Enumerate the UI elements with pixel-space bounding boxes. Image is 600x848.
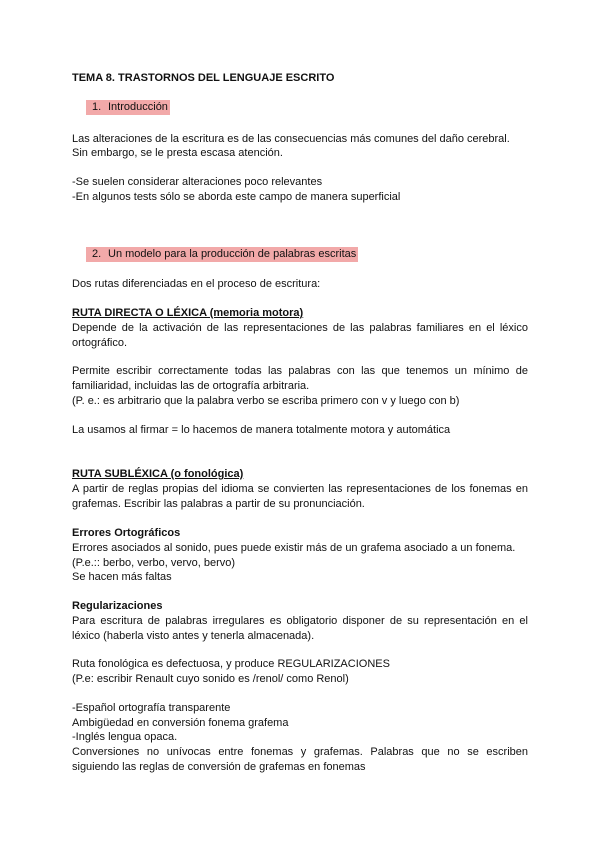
paragraph-line: (P.e.:: berbo, verbo, vervo, bervo)	[72, 557, 236, 569]
paragraph-line: Conversiones no unívocas entre fonemas y grafemas. Palabras que no se escriben	[72, 746, 528, 758]
paragraph-line: Las alteraciones de la escritura es de las consecuencias más comunes del daño cerebral.	[72, 133, 510, 145]
paragraph-line: Sin embargo, se le presta escasa atención.	[72, 147, 283, 159]
paragraph-line: Permite escribir correctamente todas las palabras con las que tenemos un mínimo de	[72, 365, 528, 377]
paragraph-line: siguiendo las reglas de conversión de grafemas en fonemas	[72, 761, 366, 773]
errores-heading: Errores Ortográficos	[72, 527, 181, 539]
paragraph-line: Dos rutas diferenciadas en el proceso de escritura:	[72, 278, 321, 290]
list-item: -Inglés lengua opaca.	[72, 731, 178, 743]
paragraph-line: La usamos al firmar = lo hacemos de manera totalmente motora y automática	[72, 424, 451, 436]
paragraph-line: grafemas. Escribir las palabras a partir de su pronunciación.	[72, 498, 365, 510]
ruta-subléxica-heading: RUTA SUBLÉXICA (o fonológica)	[72, 468, 244, 480]
paragraph-line: Depende de la activación de las representaciones de las palabras familiares en el léxico	[72, 322, 528, 334]
section-title: Un modelo para la producción de palabras escritas	[108, 248, 357, 260]
paragraph-line: Ambigüedad en conversión fonema grafema	[72, 717, 289, 729]
paragraph-line: Ruta fonológica es defectuosa, y produce REGULARIZACIONES	[72, 658, 390, 670]
list-item: -Se suelen considerar alteraciones poco relevantes	[72, 176, 323, 188]
section-number: 1.	[92, 101, 102, 113]
section-heading-introduccion	[86, 100, 170, 115]
section-title: Introducción	[108, 101, 168, 113]
paragraph-line: A partir de reglas propias del idioma se convierten las representaciones de los fonemas en	[72, 483, 528, 495]
paragraph-line: Se hacen más faltas	[72, 571, 172, 583]
section-heading-modelo	[86, 247, 358, 262]
list-item: -En algunos tests sólo se aborda este campo de manera superficial	[72, 191, 401, 203]
page-title: TEMA 8. TRASTORNOS DEL LENGUAJE ESCRITO	[72, 72, 335, 84]
paragraph-line: Para escritura de palabras irregulares es obligatorio disponer de su representación en el	[72, 615, 528, 627]
paragraph-line: (P. e.: es arbitrario que la palabra verbo se escriba primero con v y luego con b)	[72, 395, 460, 407]
paragraph-line: familiaridad, incluidas las de ortografía arbitraria.	[72, 380, 310, 392]
list-item: -Español ortografía transparente	[72, 702, 231, 714]
regularizaciones-heading: Regularizaciones	[72, 600, 163, 612]
paragraph-line: Errores asociados al sonido, pues puede existir más de un grafema asociado a un fonema.	[72, 542, 516, 554]
section-number: 2.	[92, 248, 102, 260]
paragraph-line: ortográfico.	[72, 337, 128, 349]
paragraph-line: (P.e: escribir Renault cuyo sonido es /renol/ como Renol)	[72, 673, 349, 685]
paragraph-line: léxico (haberla visto antes y tenerla almacenada).	[72, 630, 315, 642]
ruta-directa-heading: RUTA DIRECTA O LÉXICA (memoria motora)	[72, 307, 304, 319]
